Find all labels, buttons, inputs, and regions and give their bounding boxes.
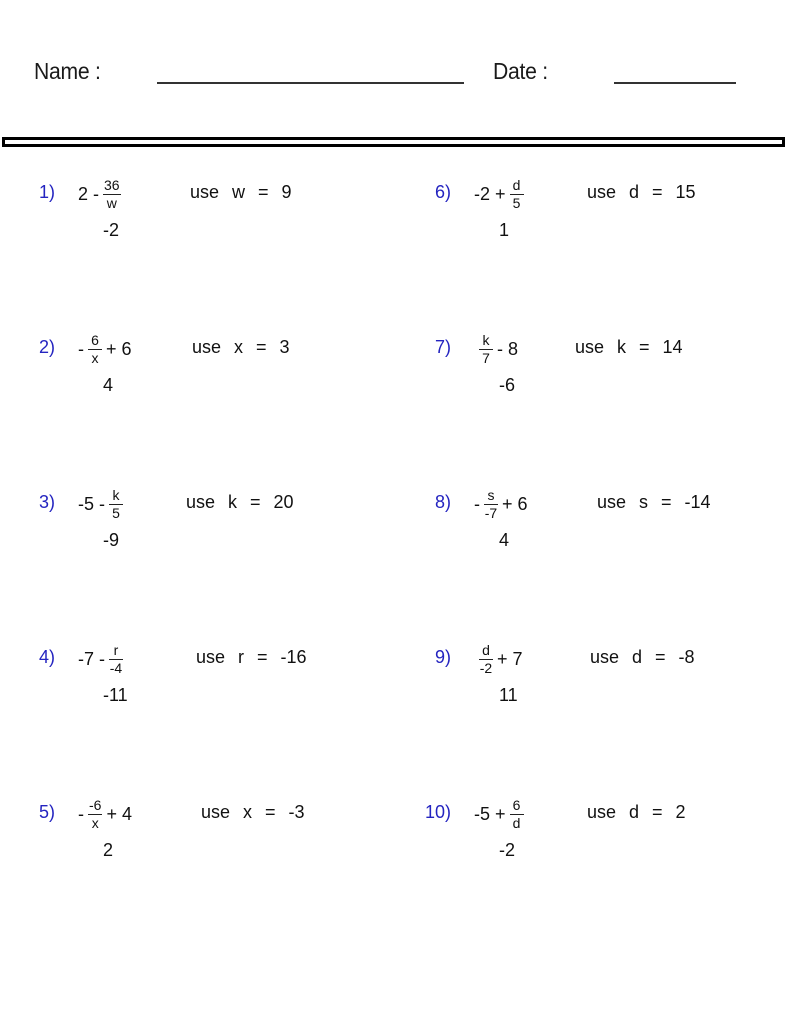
problem-number: 1) xyxy=(39,182,56,202)
numerator: d xyxy=(479,643,493,660)
problem-number: 2) xyxy=(39,337,56,357)
problem-number: 7) xyxy=(435,337,452,357)
expr-suffix: + 4 xyxy=(106,803,132,824)
numerator: r xyxy=(109,643,123,660)
denominator: x xyxy=(91,349,99,366)
expr-suffix: + 6 xyxy=(502,493,528,514)
date-blank-line[interactable] xyxy=(614,82,736,84)
answer: 2 xyxy=(103,840,114,860)
numerator: 6 xyxy=(510,798,524,815)
name-blank-line[interactable] xyxy=(157,82,464,84)
denominator: w xyxy=(106,194,117,211)
denominator: 5 xyxy=(112,504,120,521)
use-value: use s = -14 xyxy=(597,492,711,512)
expr-suffix: + 6 xyxy=(106,338,132,359)
answer: -6 xyxy=(499,375,516,395)
problem-6 xyxy=(0,170,791,240)
numerator: 36 xyxy=(104,176,120,193)
expr-prefix: -5 + xyxy=(474,803,506,824)
answer: 11 xyxy=(499,685,518,705)
expression xyxy=(473,790,527,838)
use-value: use k = 14 xyxy=(575,337,683,357)
numerator: -6 xyxy=(89,796,102,813)
problem-number: 5) xyxy=(39,802,56,822)
expr-prefix: -2 + xyxy=(474,183,506,204)
denominator: x xyxy=(91,814,99,831)
expr-suffix: + 7 xyxy=(497,648,523,669)
fraction xyxy=(479,643,493,676)
use-value: use r = -16 xyxy=(196,647,307,667)
use-value: use d = 2 xyxy=(587,802,686,822)
problem-number: 4) xyxy=(39,647,56,667)
use-value: use x = -3 xyxy=(201,802,305,822)
use-value: use d = 15 xyxy=(587,182,696,202)
answer: 4 xyxy=(103,375,114,395)
numerator: s xyxy=(484,488,498,505)
problem-number: 6) xyxy=(435,182,452,202)
use-value: use x = 3 xyxy=(192,337,290,357)
answer: 4 xyxy=(499,530,510,550)
use-value: use d = -8 xyxy=(590,647,695,667)
denominator: d xyxy=(512,814,521,831)
answer: -11 xyxy=(103,685,128,705)
denominator: -4 xyxy=(109,659,123,676)
answer: -9 xyxy=(103,530,120,550)
problem-10 xyxy=(0,790,791,860)
problem-number: 9) xyxy=(435,647,452,667)
expr-prefix: - xyxy=(78,803,84,824)
date-label: Date : xyxy=(493,58,548,84)
header-separator xyxy=(2,137,785,147)
problem-number: 3) xyxy=(39,492,56,512)
denominator: -7 xyxy=(484,504,498,521)
answer: -2 xyxy=(103,220,120,240)
denominator: 5 xyxy=(512,194,521,211)
denominator: -2 xyxy=(479,659,493,676)
name-label: Name : xyxy=(34,58,101,84)
expression xyxy=(476,325,519,373)
expression xyxy=(476,635,524,683)
problem-7 xyxy=(0,325,791,395)
fraction xyxy=(510,178,524,211)
answer: 1 xyxy=(499,220,510,240)
expr-prefix: -7 - xyxy=(78,648,105,669)
expr-prefix: - xyxy=(78,338,84,359)
numerator: k xyxy=(479,333,493,350)
problem-9 xyxy=(0,635,791,705)
expr-prefix: - xyxy=(474,493,480,514)
expression xyxy=(473,480,529,528)
numerator: d xyxy=(510,178,524,195)
numerator: k xyxy=(109,488,123,505)
fraction xyxy=(479,333,493,366)
expr-suffix: - 8 xyxy=(497,338,519,359)
problem-number: 8) xyxy=(435,492,452,512)
fraction xyxy=(484,488,498,521)
denominator: 7 xyxy=(482,349,490,366)
problem-number: 10) xyxy=(425,802,452,822)
use-value: use w = 9 xyxy=(190,182,292,202)
use-value: use k = 20 xyxy=(186,492,294,512)
expr-prefix: -5 - xyxy=(78,493,105,514)
fraction xyxy=(510,798,524,831)
expr-prefix: 2 - xyxy=(78,183,100,204)
answer: -2 xyxy=(499,840,516,860)
numerator: 6 xyxy=(88,333,102,350)
problem-8 xyxy=(0,480,791,550)
expression xyxy=(473,170,527,218)
